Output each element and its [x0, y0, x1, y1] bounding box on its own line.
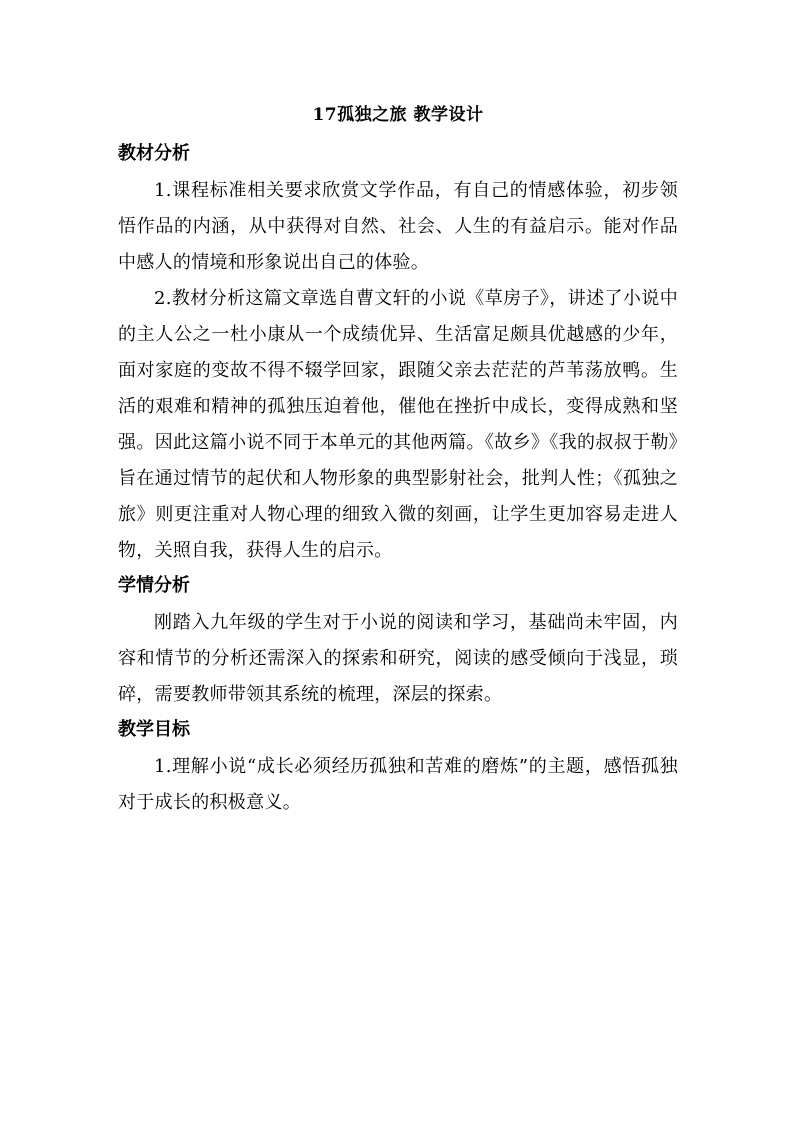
- paragraph: 2.教材分析这篇文章选自曹文轩的小说《草房子》，讲述了小说中的主人公之一杜小康从一个成绩优异、生活富足颇具优越感的少年，面对家庭的变故不得不辍学回家，跟随父亲去茫茫的芦苇荡放鸭。生活的艰难和精神的孤独压迫着他，催他在挫折中成长，变得成熟和坚强。因此这篇小说不同于本单元的其他两篇。《故乡》《我的叔叔于勒》旨在通过情节的起伏和人物形象的典型影射社会，批判人性；《孤独之旅》则更注重对人物心理的细致入微的刻画，让学生更加容易走进人物，关照自我，获得人生的启示。: [118, 288, 678, 561]
- section-textbook-analysis: [118, 141, 678, 569]
- section-heading: 教材分析: [118, 143, 190, 164]
- section-heading: 教学目标: [118, 719, 190, 740]
- section-teaching-goals: [118, 717, 678, 821]
- paragraph: 1.理解小说“成长必须经历孤独和苦难的磨炼”的主题，感悟孤独对于成长的积极意义。: [118, 756, 678, 813]
- section-heading: 学情分析: [118, 575, 190, 596]
- document-body: [118, 103, 678, 825]
- page-title: 17孤独之旅 教学设计: [312, 105, 484, 125]
- section-student-analysis: [118, 573, 678, 713]
- paragraph: 刚踏入九年级的学生对于小说的阅读和学习，基础尚未牢固，内容和情节的分析还需深入的探索和研究，阅读的感受倾向于浅显，琐碎，需要教师带领其系统的梳理，深层的探索。: [118, 612, 678, 705]
- paragraph: 1.课程标准相关要求欣赏文学作品，有自己的情感体验，初步领悟作品的内涵，从中获得对自然、社会、人生的有益启示。能对作品中感人的情境和形象说出自己的体验。: [118, 180, 678, 273]
